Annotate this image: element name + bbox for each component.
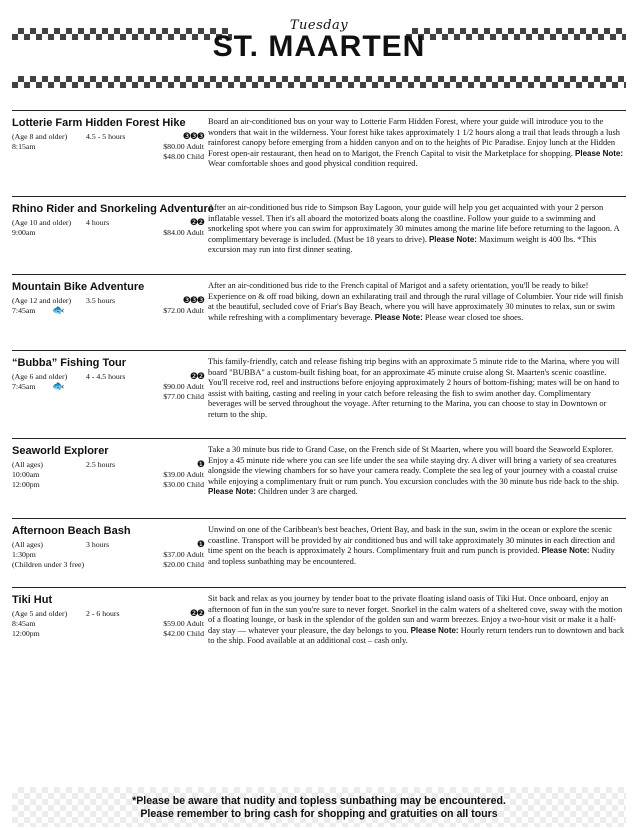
note-label: Please Note: <box>208 487 257 497</box>
tour-item <box>12 438 626 497</box>
tour-description-block <box>208 281 626 323</box>
tour-time-price-row <box>12 629 204 639</box>
tour-price: $72.00 Adult <box>163 306 204 315</box>
tour-time-price-row <box>12 480 204 490</box>
note-label: Please Note: <box>575 148 624 158</box>
tour-duration: 2 - 6 hours <box>86 609 120 618</box>
footer-notice <box>0 795 638 821</box>
tour-time: 1:30pm <box>12 550 36 559</box>
tour-time: 7:45am <box>12 306 36 315</box>
tour-description: Board an air-conditioned bus on your way to Lotterie Farm Hidden Forest, where your guide will introduce you to the wonders that wait in the wilderness. Your forest hike takes approximately 1 1/2 hours along a trail that leads through a lush rainforest canopy before emerging from a hidden canyon and on to the heights of Pic Paradise. Enjoy lunch at the Hidden Forest open-air restaurant, then head on to Marigot, the French Capital to visit the Marketplace for shopping. <box>208 117 620 158</box>
tour-meta <box>12 460 204 470</box>
note-label: Please Note: <box>541 546 590 556</box>
tour-description-block <box>208 203 626 256</box>
tour-description: This family-friendly, catch and release fishing trip begins with an approximate 5 minute ride to the Marina, where you will board "BUBBA" a custom-built fishing boat, for an approximate 45 minute cruise along St. Maarten's scenic coastline. You'll receive rod, reel and instructions before enjoying approximately 2 hours of bottom-fishing; mates will be on hand to assist with baiting, casting and reeling in your catch before releasing the fish to swim another day. Complimentary beverages will be served throughout the voyage. After returning to the Marina, you can choose to stay in Downtown or return to the ship. <box>208 357 620 419</box>
tour-name: Mountain Bike Adventure <box>12 281 145 293</box>
tour-price: $20.00 Child <box>163 560 204 569</box>
footer-line-1: *Please be aware that nudity and topless sunbathing may be encountered. <box>132 795 506 807</box>
page-title: ST. MAARTEN <box>212 30 426 63</box>
activity-level-icon: ❸❸❸ <box>182 131 204 141</box>
tour-time-price-row <box>12 550 204 560</box>
tour-description-block <box>208 525 626 567</box>
tour-price: $37.00 Adult <box>163 550 204 559</box>
tour-time-price-row <box>12 392 204 402</box>
tour-note: Wear comfortable shoes and good physical condition required. <box>208 159 418 169</box>
tour-name: Seaworld Explorer <box>12 445 109 457</box>
tour-time: (Children under 3 free) <box>12 560 85 569</box>
activity-level-icon: ❸❸❸ <box>182 295 204 305</box>
fish-icon: 🐟 <box>52 381 65 392</box>
tour-item <box>12 196 626 255</box>
note-label: Please Note: <box>428 234 477 244</box>
tour-time-price-row <box>12 560 204 570</box>
fish-icon: 🐟 <box>52 305 65 316</box>
tour-description: Take a 30 minute bus ride to Grand Case, on the French side of St Maarten, where you will board the Seaworld Explorer. Enjoy a 45 minute ride where you can see life under the sea while staying dry. A diver will bring a variety of sea creatures alongside the viewing chambers for so have your camera ready. Complete the sea leg of your journey with a coastal cruise while enjoying a complimentary fruit or rum punch. You excursion concludes with the 30 minute bus ride back to the ship. <box>208 445 619 486</box>
tour-duration: 4 - 4.5 hours <box>86 372 126 381</box>
tour-duration: 4 hours <box>86 218 110 227</box>
tour-time: 12:00pm <box>12 480 40 489</box>
tour-price: $30.00 Child <box>163 480 204 489</box>
tour-description-block <box>208 117 626 170</box>
tour-age: (All ages) <box>12 460 43 469</box>
tour-time-price-row <box>12 306 204 316</box>
tour-time-price-row <box>12 152 204 162</box>
tour-item <box>12 350 626 419</box>
tour-age: (Age 5 and older) <box>12 609 68 618</box>
tour-name: “Bubba” Fishing Tour <box>12 357 127 369</box>
tour-description-block <box>208 357 626 421</box>
tour-age: (Age 8 and older) <box>12 132 68 141</box>
tour-time: 8:45am <box>12 619 36 628</box>
tour-age: (All ages) <box>12 540 43 549</box>
tour-price: $77.00 Child <box>163 392 204 401</box>
tour-age: (Age 6 and older) <box>12 372 68 381</box>
tour-duration: 4.5 - 5 hours <box>86 132 126 141</box>
tour-time-price-row <box>12 228 204 238</box>
tour-time: 7:45am <box>12 382 36 391</box>
tour-duration: 3 hours <box>86 540 110 549</box>
tour-item <box>12 518 626 569</box>
tour-price: $48.00 Child <box>163 152 204 161</box>
tour-duration: 3.5 hours <box>86 296 116 305</box>
tour-time-price-row <box>12 142 204 152</box>
tour-price: $42.00 Child <box>163 629 204 638</box>
tour-time-price-row <box>12 382 204 392</box>
tour-meta <box>12 132 204 142</box>
activity-level-icon: ❷❷ <box>189 217 204 227</box>
header-pattern-bottom <box>12 76 626 88</box>
tour-description: After an air-conditioned bus ride to the French capital of Marigot and a safety orientation, you'll be ready to bike! Experience on & off road biking, down an exhilarating trail and through the rural village of Columbier. Your ride will finish at the beautiful, secluded cove of Friar's Bay Beach, where you will have approximately 30 minutes to relax, sun or swim while refreshing with a complimentary beverage. <box>208 281 624 322</box>
tour-time: 10:00am <box>12 470 40 479</box>
tour-price: $84.00 Adult <box>163 228 204 237</box>
activity-level-icon: ❷❷ <box>189 608 204 618</box>
tour-name: Afternoon Beach Bash <box>12 525 131 537</box>
tour-meta <box>12 609 204 619</box>
tour-description: Unwind on one of the Caribbean's best beaches, Orient Bay, and bask in the sun, swim in the ocean or explore the scenic coastline. Transport will be provided by air conditioned bus and will take approximately 30 minutes in each direction and time spent on the beach is approximately 2 hours. Complimentary fruit and rum punch is provided. <box>208 525 615 556</box>
tour-time: 8:15am <box>12 142 36 151</box>
tour-item <box>12 110 626 169</box>
tour-note: Children under 3 are charged. <box>258 487 358 497</box>
tour-meta <box>12 218 204 228</box>
tour-name: Rhino Rider and Snorkeling Adventure <box>12 203 214 215</box>
tour-note: Nudity and topless sunbathing may be encountered. <box>208 546 615 566</box>
tour-description-block <box>208 594 626 647</box>
tour-meta <box>12 372 204 382</box>
tour-meta <box>12 540 204 550</box>
tour-note: Please wear closed toe shoes. <box>424 312 524 322</box>
tour-price: $80.00 Adult <box>163 142 204 151</box>
tour-time-price-row <box>12 619 204 629</box>
day-label: Tuesday <box>289 18 349 33</box>
tour-description-block <box>208 445 626 498</box>
tour-name: Lotterie Farm Hidden Forest Hike <box>12 117 186 129</box>
tour-item <box>12 587 626 646</box>
tour-price: $39.00 Adult <box>163 470 204 479</box>
tour-age: (Age 10 and older) <box>12 218 72 227</box>
footer-line-2: Please remember to bring cash for shopping and gratuities on all tours <box>140 808 498 820</box>
activity-level-icon: ❷❷ <box>189 371 204 381</box>
tour-note: Maximum weight is 400 lbs. *This excursion may run into first dinner seating. <box>208 234 597 255</box>
tour-note: Hourly return tenders run to downtown and back to the ship. Food available at an additional cost – cash only. <box>208 625 625 646</box>
tour-name: Tiki Hut <box>12 594 53 606</box>
tour-time: 12:00pm <box>12 629 40 638</box>
tour-duration: 2.5 hours <box>86 460 116 469</box>
note-label: Please Note: <box>374 312 423 322</box>
tour-description: Sit back and relax as you journey by tender boat to the private floating island oasis of Tiki Hut. Once onboard, enjoy an afternoon of fun in the sun you're sure to never forget. Snorkel in the calm waters of a sheltered cove, sway with the motion of a floating lounge, or bask in the splendor of the golden sun and warm breezes. Enjoy a two-hour visit or make it a half-day stay — whatever your pleasure, the day belongs to you. <box>208 594 623 635</box>
tour-age: (Age 12 and older) <box>12 296 72 305</box>
note-label: Please Note: <box>410 625 459 635</box>
tour-price: $90.00 Adult <box>163 382 204 391</box>
activity-level-icon: ❶ <box>196 459 204 469</box>
tour-price: $59.00 Adult <box>163 619 204 628</box>
tour-time-price-row <box>12 470 204 480</box>
tour-item <box>12 274 626 322</box>
activity-level-icon: ❶ <box>196 539 204 549</box>
tour-description: After an air-conditioned bus ride to Simpson Bay Lagoon, your guide will help you get acquainted with your 2 person inflatable vessel. Then it's all aboard the motorized boats along the coastline. Follow your guide to a swimming and snorkeling spot where you can swim for approximately 30 minutes among the marine life before returning to the lagoon. A complimentary beverage is included. (Must be 18 years to drive). <box>208 203 620 244</box>
tour-meta <box>12 296 204 306</box>
tour-time: 9:00am <box>12 228 36 237</box>
